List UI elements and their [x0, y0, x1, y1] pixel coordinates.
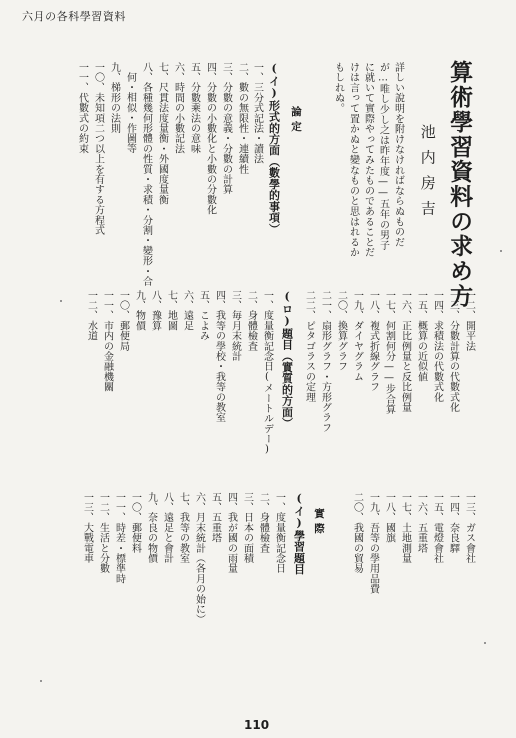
list-item: 一二、開平法 [463, 290, 475, 352]
list-item: 八、遠足と會計 [161, 492, 173, 564]
list-item: 二、身體檢査 [257, 492, 269, 554]
list-item: 七、地圖 [165, 290, 177, 331]
list-item: 九、梯形の法則 [108, 62, 120, 134]
list-item: 二一、扇形グラフ・方形グラフ [319, 290, 331, 433]
list-item: 三、日本の面積 [241, 492, 253, 564]
intro-line: 詳しい說明を附けなければならぬものだ [392, 62, 404, 248]
list-item: 三、分數の意義・分數の計算 [220, 62, 232, 195]
scan-speck [40, 680, 42, 682]
list-item: 六、月末統計（各月の始に） [193, 492, 205, 625]
list-item: 六、時間の小數記法 [172, 62, 184, 154]
list-item: 一七、土地測量 [399, 492, 411, 564]
list-item: 一五、電燈會社 [431, 492, 443, 564]
scan-speck [500, 250, 502, 252]
list-item: 二〇、換算グラフ [335, 290, 347, 372]
list-item: 一、度量衡記念日(メートルデー) [261, 290, 273, 456]
list-item: 三、毎月末統計 [229, 290, 241, 362]
list-item: 一〇、郵便局 [117, 290, 129, 352]
list-item: 二〇、我國の貿易 [351, 492, 363, 574]
list-item: 九、物價 [133, 290, 145, 331]
jissai-section-title: (イ)學習題目 [292, 492, 306, 575]
list-item: 一四、奈良驛 [447, 492, 459, 554]
list-item: 一二、生活と分數 [97, 492, 109, 574]
running-header: 六月の各科學習資料 [22, 10, 126, 23]
list-item: 二、數の無限性・連續性 [236, 62, 248, 175]
intro-line: が…唯し少し之は昨年度——五年の男子 [377, 62, 389, 251]
list-item: 一六、正比例量と反比例量 [399, 290, 411, 413]
list-item: 一二、水道 [85, 290, 97, 341]
list-item: 二、身體檢査 [245, 290, 257, 352]
article-author: 池内房吉 [418, 124, 437, 226]
scan-speck [60, 300, 62, 302]
list-item: 一六、五重塔 [415, 492, 427, 554]
list-item: 一三、ガス會社 [463, 492, 475, 564]
list-item: 一、度量衡記念日 [273, 492, 285, 574]
list-item: 一八、國旗 [383, 492, 395, 543]
list-item: 八、各種幾何形體の性質・求積・分割・變形・合 [140, 62, 152, 287]
list-item: 五、分數乘法の意味 [188, 62, 200, 154]
list-item: 七、尺貫法度量衡・外國度量衡 [156, 62, 168, 205]
list-item: 一一、市内の金融機關 [101, 290, 113, 392]
section-b-title: (ロ)題目（實質的方面） [280, 290, 294, 429]
list-item: 四、我が國の雨量 [225, 492, 237, 574]
scan-speck [484, 642, 486, 644]
list-item: 一〇、郵便料 [129, 492, 141, 554]
list-item: 一七、何割何分——步合算 [383, 290, 395, 415]
list-item: 七、我等の教室 [177, 492, 189, 564]
list-item: 一三、分數計算の代數式化 [447, 290, 459, 413]
list-item: 一九、吾等の學用品費 [367, 492, 379, 594]
intro-line: けは言って置かぬと變なものと思はれるか [347, 62, 359, 258]
section-a-title: (イ)形式的方面（數學的事項） [267, 62, 281, 235]
intro-line: もしれぬ。 [332, 62, 344, 114]
list-item: 一四、求積法の代數式化 [431, 290, 443, 403]
list-item: 一一、時差・標準時 [113, 492, 125, 584]
list-item: 五、こよみ [197, 290, 209, 341]
list-item: 一三、大戰電車 [81, 492, 93, 564]
list-item: 五、五重塔 [209, 492, 221, 543]
list-item: 一八、複式折線グラフ [367, 290, 379, 392]
article-title: 算術學習資料の求め方 [446, 60, 474, 309]
jissai-label: 實際 [313, 508, 326, 538]
list-item: 四、分數の小數化と小數の分數化 [204, 62, 216, 215]
list-item: 八、豫算 [149, 290, 161, 331]
list-item: 四、我等の學校・我等の教室 [213, 290, 225, 423]
intro-line: に就いて實際やってみたものであることだ [362, 62, 374, 258]
list-item: 一、三分式記法・讀法 [251, 62, 263, 164]
ronso-label: 論定 [290, 106, 303, 136]
list-item: 二二、ピタゴラスの定理 [303, 290, 315, 403]
list-item: 一九、ダイヤグラム [351, 290, 363, 382]
list-item: 一一、代數式の約束 [76, 62, 88, 154]
list-item: 六、遠足 [181, 290, 193, 331]
list-item-continuation: 何・相似・作圖等 [124, 72, 136, 154]
list-item: 一五、概算の近似値 [415, 290, 427, 382]
page-number: 110 [244, 718, 270, 732]
list-item: 九、奈良の物價 [145, 492, 157, 564]
list-item: 一〇、未知項二つ以上を有する方程式 [92, 62, 104, 236]
